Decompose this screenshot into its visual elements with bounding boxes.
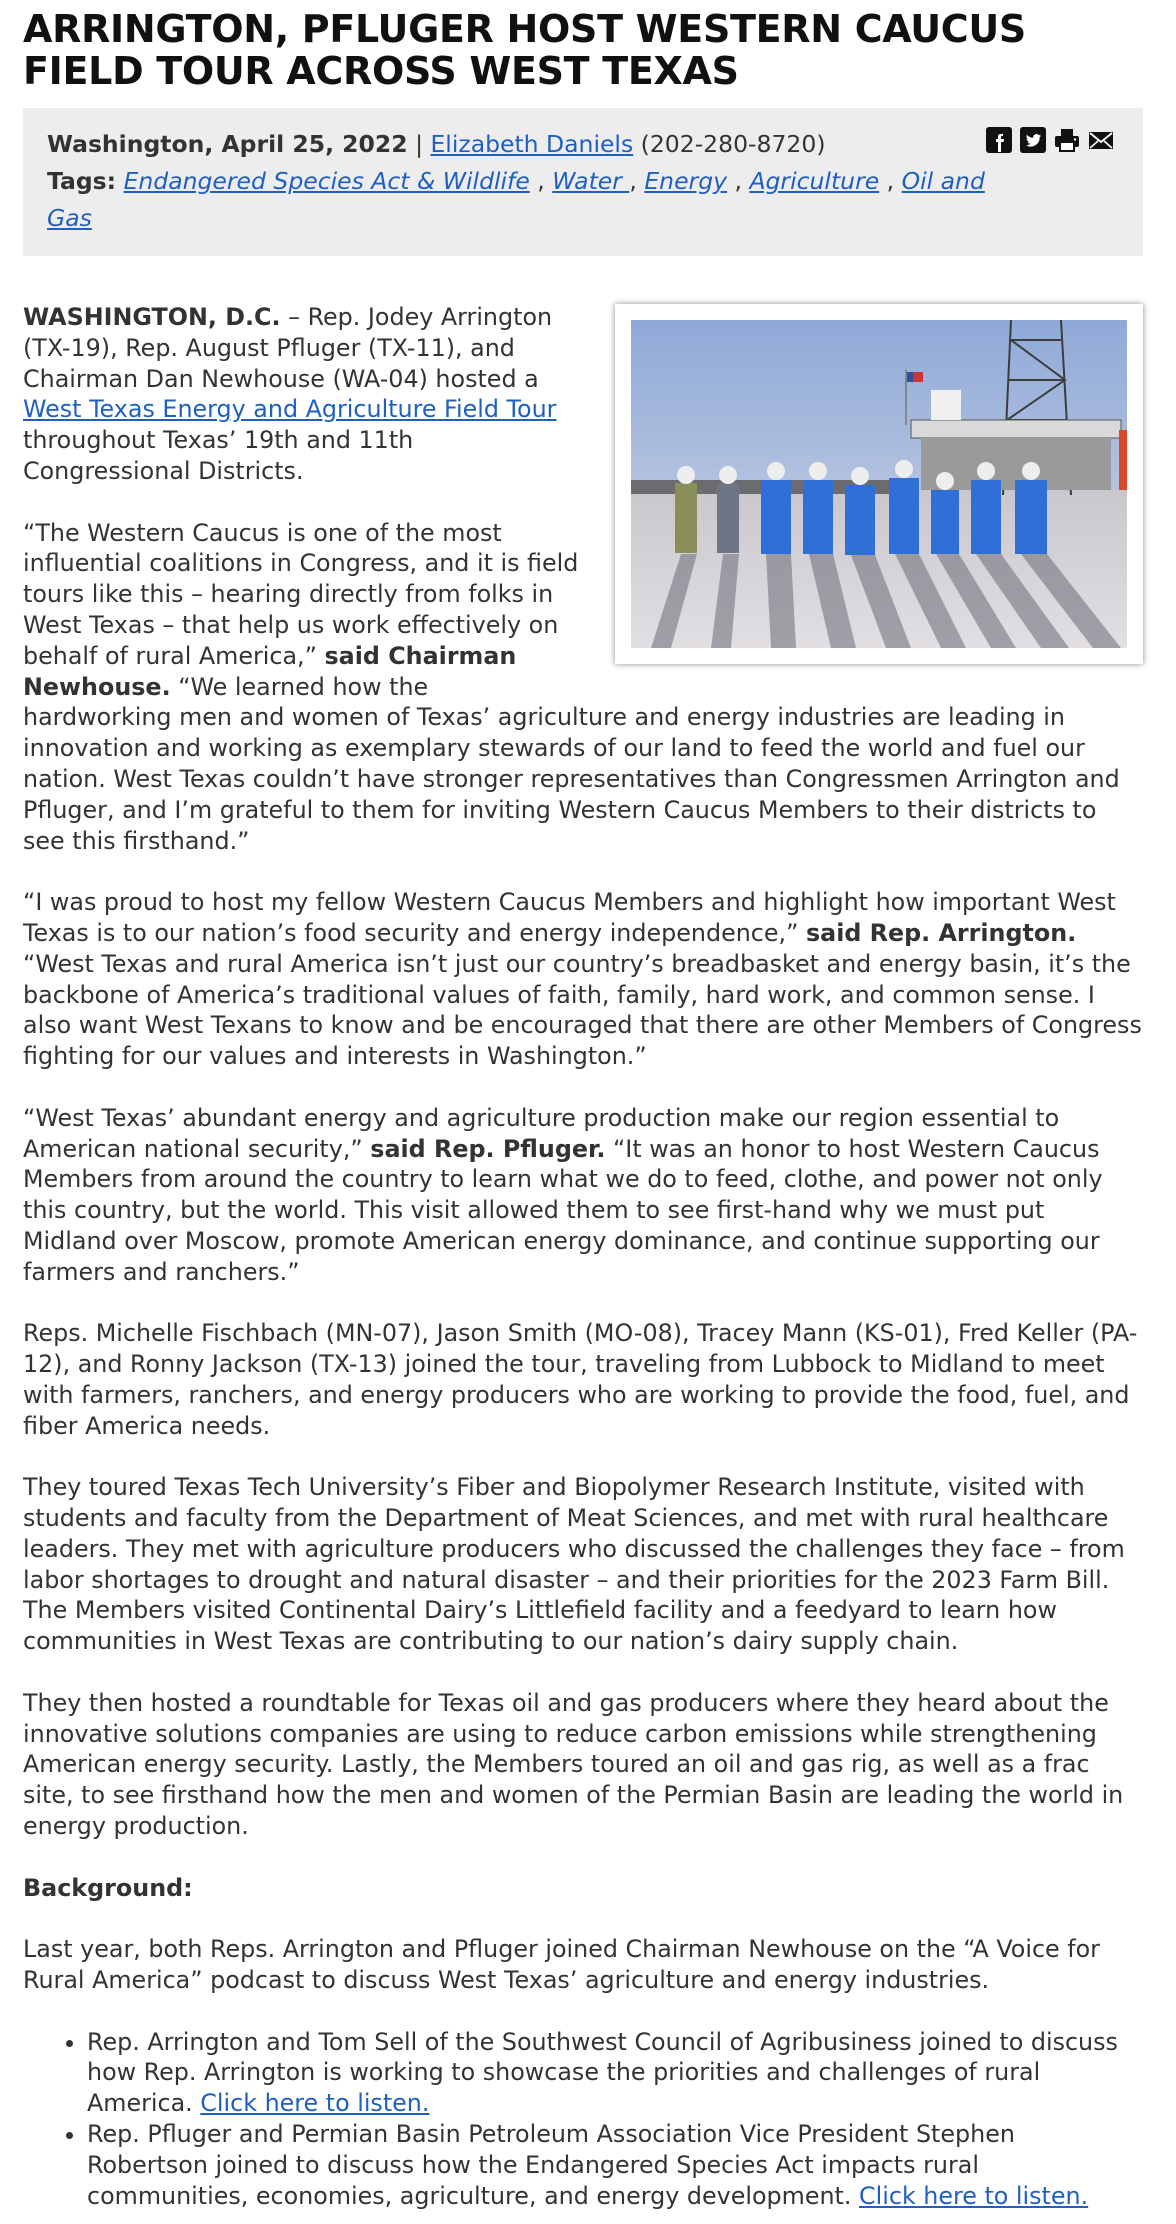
p3-text-a: “I was proud to host my fellow Western Caucus Members and highlight how important West Texas is to our nation’s food security and energy independence,” [23, 888, 1116, 947]
contact-phone: (202-280-8720) [633, 130, 826, 158]
tag-link-endangered-species[interactable]: Endangered Species Act & Wildlife [123, 167, 530, 195]
tags-row: Tags: Endangered Species Act & Wildlife , Water , Energy , Agriculture , Oil and Gas [47, 167, 985, 232]
p3-attribution: said Rep. Arrington. [805, 918, 1077, 947]
listen-link-1[interactable]: Click here to listen. [200, 2089, 430, 2118]
tag-link-energy[interactable]: Energy [644, 167, 728, 195]
p3-text-b: “West Texas and rural America isn’t just our country’s breadbasket and energy basin, it’s the backbone of America’s traditional values of faith, family, hard work, and common sense. I also want West Texans to know and be encouraged that there are other Members of Congress fighting for our values and interests in Washington.” [23, 949, 1142, 1071]
background-heading-text: Background: [23, 1873, 193, 1902]
bullet-2-text: Rep. Pfluger and Permian Basin Petroleum Association Vice President Stephen Robertson joined to discuss how the Endangered Species Act impacts rural communities, economies, agriculture, and energy development. [87, 2120, 1015, 2210]
paragraph-4 [23, 1103, 1143, 1288]
paragraph-8: Last year, both Reps. Arrington and Pfluger joined Chairman Newhouse on the “A Voice for Rural America” podcast to discuss West Texas’ agriculture and energy industries. [23, 1935, 1100, 1995]
podcast-list [23, 2027, 1143, 2212]
contact-name-link[interactable]: Elizabeth Daniels [430, 130, 634, 158]
field-tour-link[interactable]: West Texas Energy and Agriculture Field Tour [23, 395, 557, 424]
listen-link-2[interactable]: Click here to listen. [859, 2181, 1089, 2210]
tag-link-agriculture[interactable]: Agriculture [749, 167, 880, 195]
dateline-lead: WASHINGTON, D.C. [23, 303, 281, 331]
p1-text-a: – Rep. Jodey Arrington (TX-19), Rep. August Pfluger (TX-11), and Chairman Dan Newhouse (WA-04) hosted a [23, 303, 553, 393]
bullet-1-text: Rep. Arrington and Tom Sell of the Southwest Council of Agribusiness joined to discuss how Rep. Arrington is working to showcase the priorities and challenges of rural America. [87, 2027, 1118, 2118]
email-icon[interactable] [1087, 126, 1115, 154]
dateline: Washington, April 25, 2022 [47, 130, 408, 158]
p4-text-b: “It was an honor to host Western Caucus Members from around the country to learn what we do to feed, clothe, and power not only this country, but the world. This visit allowed them to see first-hand why we must put Midland over Moscow, promote American energy dominance, and continue supporting our farmers and ranchers.” [23, 1134, 1103, 1286]
background-heading [23, 1873, 1143, 1904]
article-body [23, 302, 1143, 2211]
p2-attribution: said Chairman Newhouse. [23, 641, 517, 701]
tag-link-oil-and-gas[interactable]: Oil and Gas [47, 167, 985, 232]
twitter-icon[interactable] [1019, 126, 1047, 154]
p1-text-b: throughout Texas’ 19th and 11th Congressional Districts. [23, 426, 414, 485]
tags-label: Tags: [47, 167, 117, 195]
p4-attribution: said Rep. Pfluger. [370, 1134, 606, 1163]
p2-text-a: “The Western Caucus is one of the most influential coalitions in Congress, and it is field tours like this – hearing directly from folks in West Texas – that help us work effectively on behalf of rural America,” [23, 518, 579, 670]
p2-text-b: “We learned how the hardworking men and women of Texas’ agriculture and energy industries are leading in innovation and working as exemplary stewards of our land to feed the world and fuel our nation. West Texas couldn’t have stronger representatives than Congressmen Arrington and Pfluger, and I’m grateful to them for inviting Western Caucus Members to their districts to see this firsthand.” [23, 672, 1120, 855]
paragraph-7: They then hosted a roundtable for Texas oil and gas producers where they heard about the innovative solutions companies are using to reduce carbon emissions while strengthening American energy security. Lastly, the Members toured an oil and gas rig, as well as a frac site, to see firsthand how the men and women of the Permian Basin are leading the world in energy production. [23, 1688, 1124, 1841]
paragraph-6: They toured Texas Tech University’s Fiber and Biopolymer Research Institute, visited with students and faculty from the Department of Meat Sciences, and met with rural healthcare leaders. They met with agriculture producers who discussed the challenges they face – from labor shortages to drought and natural disaster – and their priorities for the 2023 Farm Bill. The Members visited Continental Dairy’s Littlefield facility and a feedyard to learn how communities in West Texas are contributing to our nation’s dairy supply chain. [23, 1473, 1125, 1656]
facebook-icon[interactable] [985, 126, 1013, 154]
share-toolbar [985, 126, 1115, 154]
page-title: ARRINGTON, PFLUGER HOST WESTERN CAUCUS FIELD TOUR ACROSS WEST TEXAS [23, 7, 1026, 93]
article-meta-box [23, 108, 1143, 256]
tag-link-water[interactable]: Water [552, 167, 630, 195]
p4-text-a: “West Texas’ abundant energy and agriculture production make our region essential to American national security,” [23, 1103, 1060, 1163]
paragraph-5: Reps. Michelle Fischbach (MN-07), Jason Smith (MO-08), Tracey Mann (KS-01), Fred Keller (PA-12), and Ronny Jackson (TX-13) joined the tour, traveling from Lubbock to Midland to meet with farmers, ranchers, and energy producers who are working to provide the food, fuel, and fiber America needs. [23, 1319, 1138, 1440]
list-item [87, 2119, 1143, 2211]
dateline-row [47, 126, 1119, 163]
dateline-separator: | [407, 130, 431, 158]
photo-float-spacer [581, 302, 1143, 684]
paragraph-3 [23, 887, 1143, 1072]
list-item [87, 2027, 1143, 2119]
print-icon[interactable] [1053, 126, 1081, 154]
